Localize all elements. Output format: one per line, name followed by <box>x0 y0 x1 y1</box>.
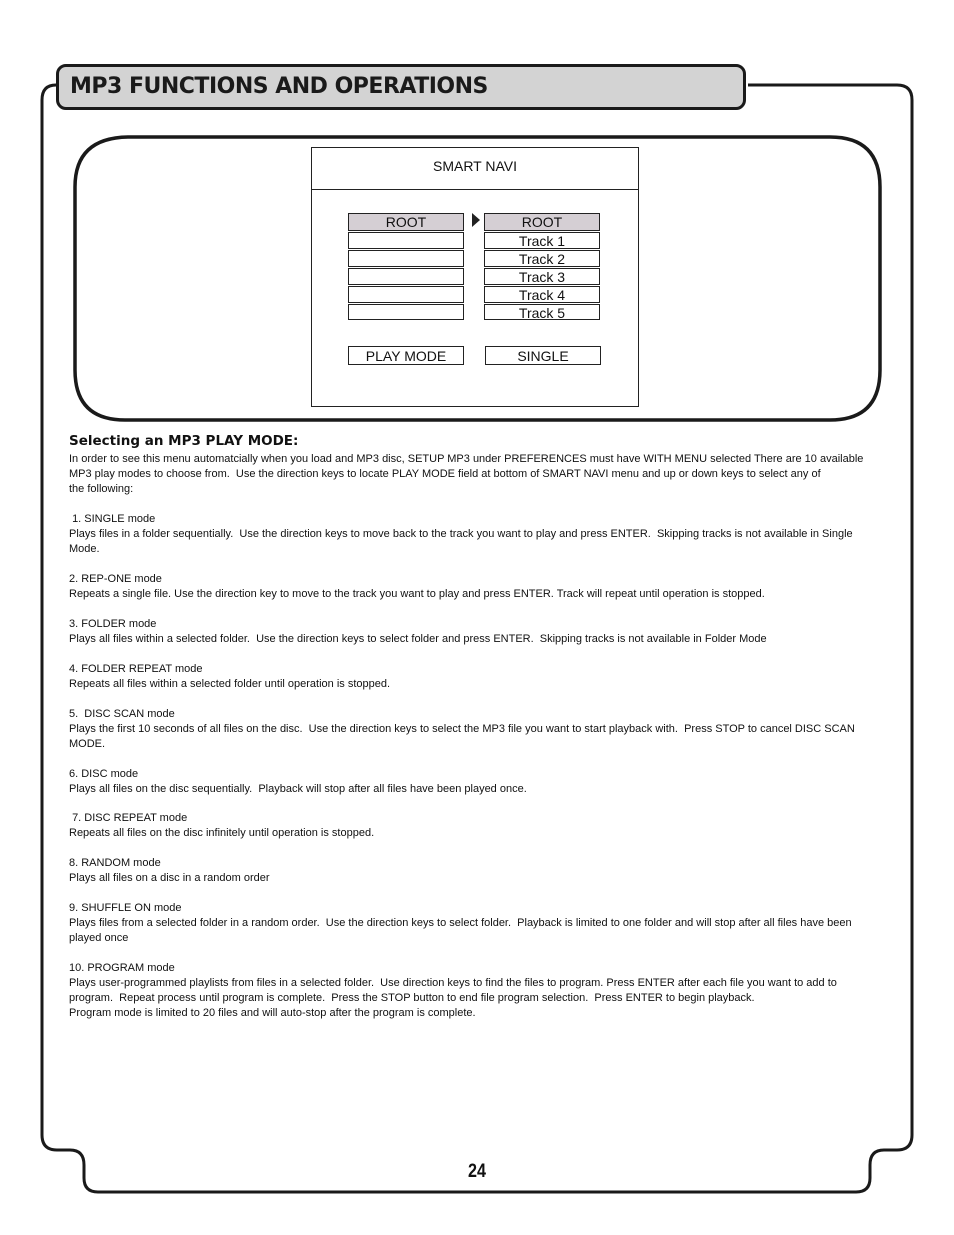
right-list-item[interactable]: Track 3 <box>484 268 600 285</box>
mode-shuffle-on <box>69 901 889 946</box>
smart-navi-divider <box>311 189 639 190</box>
play-mode-select[interactable]: SINGLE <box>485 346 601 365</box>
right-list-item[interactable]: Track 5 <box>484 304 600 320</box>
selection-arrow-icon <box>472 213 480 227</box>
text-line: the following: <box>69 483 134 495</box>
mode-name: 4. FOLDER REPEAT mode <box>69 663 203 675</box>
mode-name: 8. RANDOM mode <box>69 857 161 869</box>
text-line: Plays the first 10 seconds of all files on the disc. Use the direction keys to select the MP3 file you want to start playback with. Press STOP to cancel DISC SCAN <box>69 723 855 735</box>
text-line: played once <box>69 932 129 944</box>
text-line: Plays user-programmed playlists from files in a selected folder. Use direction keys to find the files to program. Press ENTER after each file you want to add to <box>69 977 837 989</box>
text-line: MODE. <box>69 738 106 750</box>
left-list-item[interactable] <box>348 286 464 303</box>
mode-name: 1. SINGLE mode <box>69 513 156 525</box>
text-line: Plays all files on the disc sequentially. Playback will stop after all files have been played once. <box>69 783 527 795</box>
left-list-item[interactable] <box>348 250 464 267</box>
left-list-item[interactable] <box>348 232 464 249</box>
left-list-item[interactable] <box>348 304 464 320</box>
text-line: Plays all files within a selected folder. Use the direction keys to select folder and press ENTER. Skipping tracks is not available in Folder Mode <box>69 633 767 645</box>
mode-disc <box>69 767 889 797</box>
text-line: Repeats all files on the disc infinitely until operation is stopped. <box>69 827 375 839</box>
mode-name: 10. PROGRAM mode <box>69 962 175 974</box>
text-line: Plays files from a selected folder in a random order. Use the direction keys to select folder. Playback is limited to one folder and will stop after all files have been <box>69 917 852 929</box>
mode-name: 9. SHUFFLE ON mode <box>69 902 182 914</box>
mode-random <box>69 856 889 886</box>
mode-name: 5. DISC SCAN mode <box>69 708 175 720</box>
text-line: Program mode is limited to 20 files and will auto-stop after the program is complete. <box>69 1007 476 1019</box>
text-line: Repeats all files within a selected folder until operation is stopped. <box>69 678 391 690</box>
mode-folder <box>69 617 889 647</box>
intro-paragraph <box>69 452 889 497</box>
mode-name: 3. FOLDER mode <box>69 618 157 630</box>
mode-disc-repeat <box>69 811 889 841</box>
smart-navi-title: SMART NAVI <box>432 158 518 174</box>
mode-name: 7. DISC REPEAT mode <box>69 812 188 824</box>
mode-name: 6. DISC mode <box>69 768 139 780</box>
text-line: Repeats a single file. Use the direction key to move to the track you want to play and press ENTER. Track will repeat until operation is stopped. <box>69 588 765 600</box>
mode-rep-one <box>69 572 889 602</box>
right-list-item[interactable]: ROOT <box>484 213 600 231</box>
right-list-item[interactable]: Track 2 <box>484 250 600 267</box>
text-line: MP3 play modes to choose from. Use the direction keys to locate PLAY MODE field at bottom of SMART NAVI menu and up or down keys to select any of <box>69 468 821 480</box>
text-line: In order to see this menu automatcially when you load and MP3 disc, SETUP MP3 under PREFERENCES must have WITH MENU selected There are 10 available <box>69 453 864 465</box>
mode-program <box>69 961 889 1021</box>
text-line: Mode. <box>69 543 100 555</box>
left-list-item[interactable] <box>348 268 464 285</box>
mode-single <box>69 512 889 557</box>
page-title: MP3 FUNCTIONS AND OPERATIONS <box>70 74 488 99</box>
mode-name: 2. REP-ONE mode <box>69 573 162 585</box>
section-heading: Selecting an MP3 PLAY MODE: <box>69 433 299 449</box>
mode-folder-repeat <box>69 662 889 692</box>
page-number: 24 <box>468 1161 486 1182</box>
mode-disc-scan <box>69 707 889 752</box>
text-line: program. Repeat process until program is complete. Press the STOP button to end file program selection. Press ENTER to begin playback. <box>69 992 755 1004</box>
play-mode-label: PLAY MODE <box>348 346 464 365</box>
text-line: Plays all files on a disc in a random order <box>69 872 270 884</box>
left-list-item[interactable]: ROOT <box>348 213 464 231</box>
text-line: Plays files in a folder sequentially. Use the direction keys to move back to the track you want to play and press ENTER. Skipping tracks is not available in Single <box>69 528 853 540</box>
right-list-item[interactable]: Track 1 <box>484 232 600 249</box>
right-list-item[interactable]: Track 4 <box>484 286 600 303</box>
